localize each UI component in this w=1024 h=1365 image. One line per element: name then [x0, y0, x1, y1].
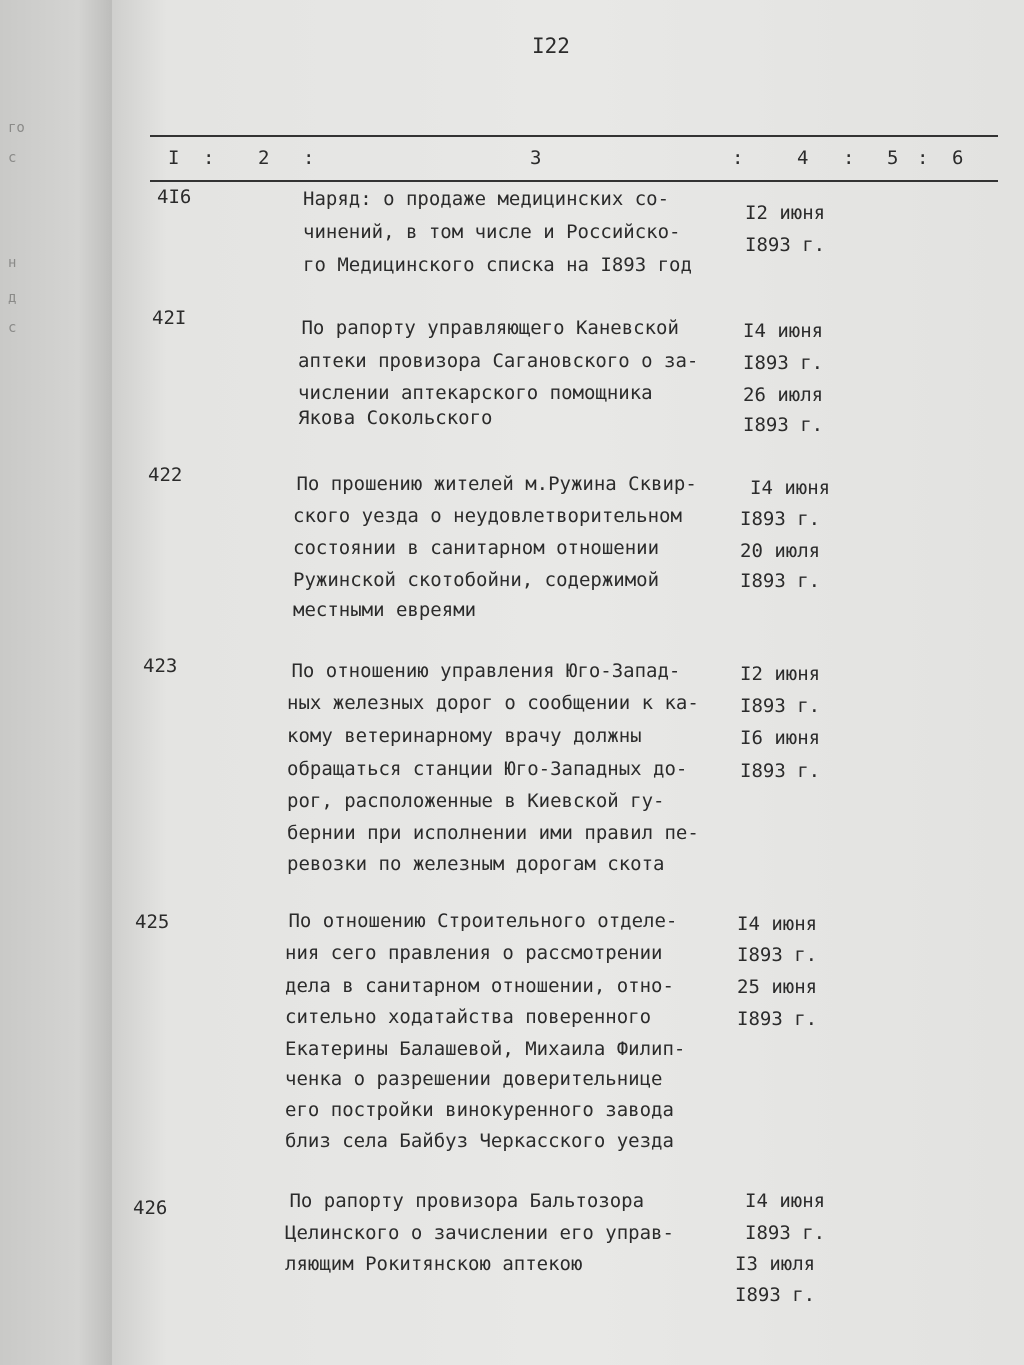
entry-text-line: Екатерины Балашевой, Михаила Филип- [285, 1038, 686, 1060]
entry-text-line: аптеки провизора Сагановского о за- [298, 350, 699, 372]
entry-text-line: По прошению жителей м.Ружина Сквир- [285, 473, 697, 495]
entry-date: I893 г. [735, 1284, 816, 1306]
entry-date: 20 июля [740, 540, 821, 562]
entry-text-line: чинений, в том числе и Российско- [303, 221, 681, 243]
entry-text-line: рог, расположенные в Киевской гу- [287, 790, 665, 812]
entry-date: I4 июня [745, 1190, 826, 1212]
entry-number: 42I [152, 307, 187, 329]
entry-date: I893 г. [740, 570, 821, 592]
left-page-fragment: с [8, 320, 17, 336]
entry-date: 25 июня [737, 976, 818, 998]
entry-text-line: сительно ходатайства поверенного [285, 1006, 652, 1028]
column-header-2: 2 [258, 147, 270, 169]
column-header-4: 4 [797, 147, 809, 169]
entry-date: I893 г. [737, 944, 818, 966]
column-header-6: 6 [952, 147, 964, 169]
entry-date: I893 г. [745, 234, 826, 256]
entry-date: I6 июня [740, 727, 821, 749]
entry-text-line: ляющим Рокитянскою аптекою [285, 1253, 583, 1275]
entry-text-line: близ села Байбуз Черкасского уезда [285, 1130, 674, 1152]
header-bottom-rule [150, 180, 998, 182]
left-page-fragment: го [8, 120, 25, 136]
entry-date: I893 г. [745, 1222, 826, 1244]
entry-text-line: дела в санитарном отношении, отно- [285, 975, 674, 997]
entry-text-line: бернии при исполнении ими правил пе- [287, 822, 699, 844]
entry-date: I2 июня [745, 202, 826, 224]
entry-text-line: По рапорту провизора Бальтозора [278, 1190, 645, 1212]
column-separator: : [203, 147, 215, 169]
entry-text-line: его постройки винокуренного завода [285, 1099, 674, 1121]
entry-text-line: ского уезда о неудовлетворительном [293, 505, 682, 527]
entry-text-line: По рапорту управляющего Каневской [290, 317, 679, 339]
entry-text-line: ревозки по железным дорогам скота [287, 853, 665, 875]
left-page-fragment: с [8, 150, 17, 166]
left-page-fragment: н [8, 255, 17, 271]
entry-number: 423 [143, 655, 178, 677]
entry-text-line: обращаться станции Юго-Западных до- [287, 758, 688, 780]
entry-date: 26 июля [743, 384, 824, 406]
column-header-5: 5 [887, 147, 899, 169]
entry-date: I893 г. [740, 695, 821, 717]
left-page-fragment: д [8, 290, 17, 306]
entry-text-line: местными евреями [293, 599, 477, 621]
entry-text-line: Наряд: о продаже медицинских со- [303, 188, 670, 210]
entry-date: I893 г. [737, 1008, 818, 1030]
entry-text-line: ния сего правления о рассмотрении [285, 942, 663, 964]
entry-text-line: Целинского о зачислении его управ- [285, 1222, 674, 1244]
entry-text-line: Ружинской скотобойни, содержимой [293, 569, 660, 591]
entry-number: 425 [135, 911, 170, 933]
entry-text-line: кому ветеринарному врачу должны [287, 725, 642, 747]
entry-date: I4 июня [750, 477, 831, 499]
entry-text-line: По отношению управления Юго-Запад- [280, 660, 681, 682]
column-separator: : [732, 147, 744, 169]
entry-date: I893 г. [743, 352, 824, 374]
entry-date: I893 г. [743, 414, 824, 436]
entry-text-line: ных железных дорог о сообщении к ка- [287, 692, 699, 714]
entry-number: 4I6 [157, 186, 192, 208]
left-page-edge [0, 0, 112, 1365]
entry-text-line: По отношению Строительного отделе- [277, 910, 678, 932]
entry-date: I2 июня [740, 663, 821, 685]
entry-number: 422 [148, 464, 183, 486]
column-separator: : [303, 147, 315, 169]
column-header-3: 3 [530, 147, 542, 169]
page-number: I22 [532, 34, 570, 58]
entry-text-line: ченка о разрешении доверительнице [285, 1068, 663, 1090]
entry-text-line: числении аптекарского помощника [298, 382, 653, 404]
entry-date: I893 г. [740, 760, 821, 782]
entry-number: 426 [133, 1197, 168, 1219]
column-separator: : [917, 147, 929, 169]
entry-date: I4 июня [737, 913, 818, 935]
entry-date: I893 г. [740, 508, 821, 530]
column-header-1: I [168, 147, 180, 169]
entry-text-line: го Медицинского списка на I893 год [303, 254, 692, 276]
entry-text-line: Якова Сокольского [298, 407, 493, 429]
entry-text-line: состоянии в санитарном отношении [293, 537, 660, 559]
entry-date: I3 июля [735, 1253, 816, 1275]
column-separator: : [843, 147, 855, 169]
header-top-rule [150, 135, 998, 137]
entry-date: I4 июня [743, 320, 824, 342]
